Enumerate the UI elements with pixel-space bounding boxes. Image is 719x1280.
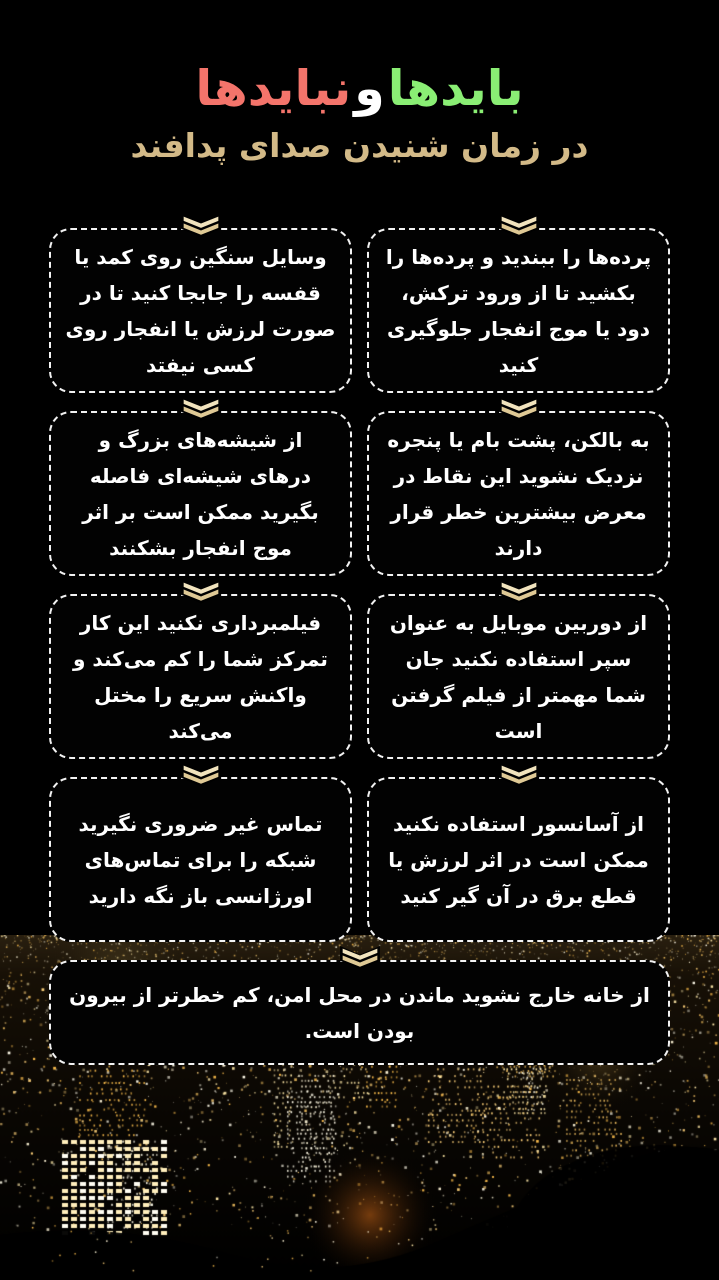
title-conjunction-text: و — [354, 60, 385, 117]
tips-grid — [49, 214, 670, 1125]
page-subtitle: در زمان شنیدن صدای پدافند — [130, 125, 589, 165]
tip-cell — [49, 763, 352, 942]
title-dos-text: بایدها — [387, 60, 524, 117]
tip-card: تماس غیر ضروری نگیرید شبکه را برای تماس‌های اورژانسی باز نگه دارید — [49, 777, 352, 942]
tip-cell — [367, 214, 670, 393]
tip-cell — [49, 580, 352, 759]
title-donts-text: نبایدها — [195, 60, 352, 117]
page-title — [0, 62, 719, 116]
footer-card: از خانه خارج نشوید ماندن در محل امن، کم خطرتر از بیرون بودن است. — [49, 960, 670, 1065]
tip-cell — [367, 397, 670, 576]
tip-card: به بالکن، پشت بام یا پنجره نزدیک نشوید این نقاط در معرض بیشترین خطر قرار دارند — [367, 411, 670, 576]
tip-cell — [49, 214, 352, 393]
tip-card: پرده‌ها را ببندید و پرده‌ها را بکشید تا از ورود ترکش، دود یا موج انفجار جلوگیری کنید — [367, 228, 670, 393]
tip-card: از آسانسور استفاده نکنید ممکن است در اثر لرزش یا قطع برق در آن گیر کنید — [367, 777, 670, 942]
tip-cell — [49, 397, 352, 576]
footer-cell — [49, 946, 670, 1065]
tip-cell — [367, 763, 670, 942]
tip-card: از شیشه‌های بزرگ و درهای شیشه‌ای فاصله بگیرید ممکن است بر اثر موج انفجار بشکنند — [49, 411, 352, 576]
tip-card: وسایل سنگین روی کمد یا قفسه را جابجا کنید تا در صورت لرزش یا انفجار روی کسی نیفتد — [49, 228, 352, 393]
tip-cell — [367, 580, 670, 759]
tip-card: از دوربین موبایل به عنوان سپر استفاده نکنید جان شما مهمتر از فیلم گرفتن است — [367, 594, 670, 759]
header — [0, 62, 719, 165]
tip-card: فیلمبرداری نکنید این کار تمرکز شما را کم می‌کند و واکنش سریع را مختل می‌کند — [49, 594, 352, 759]
